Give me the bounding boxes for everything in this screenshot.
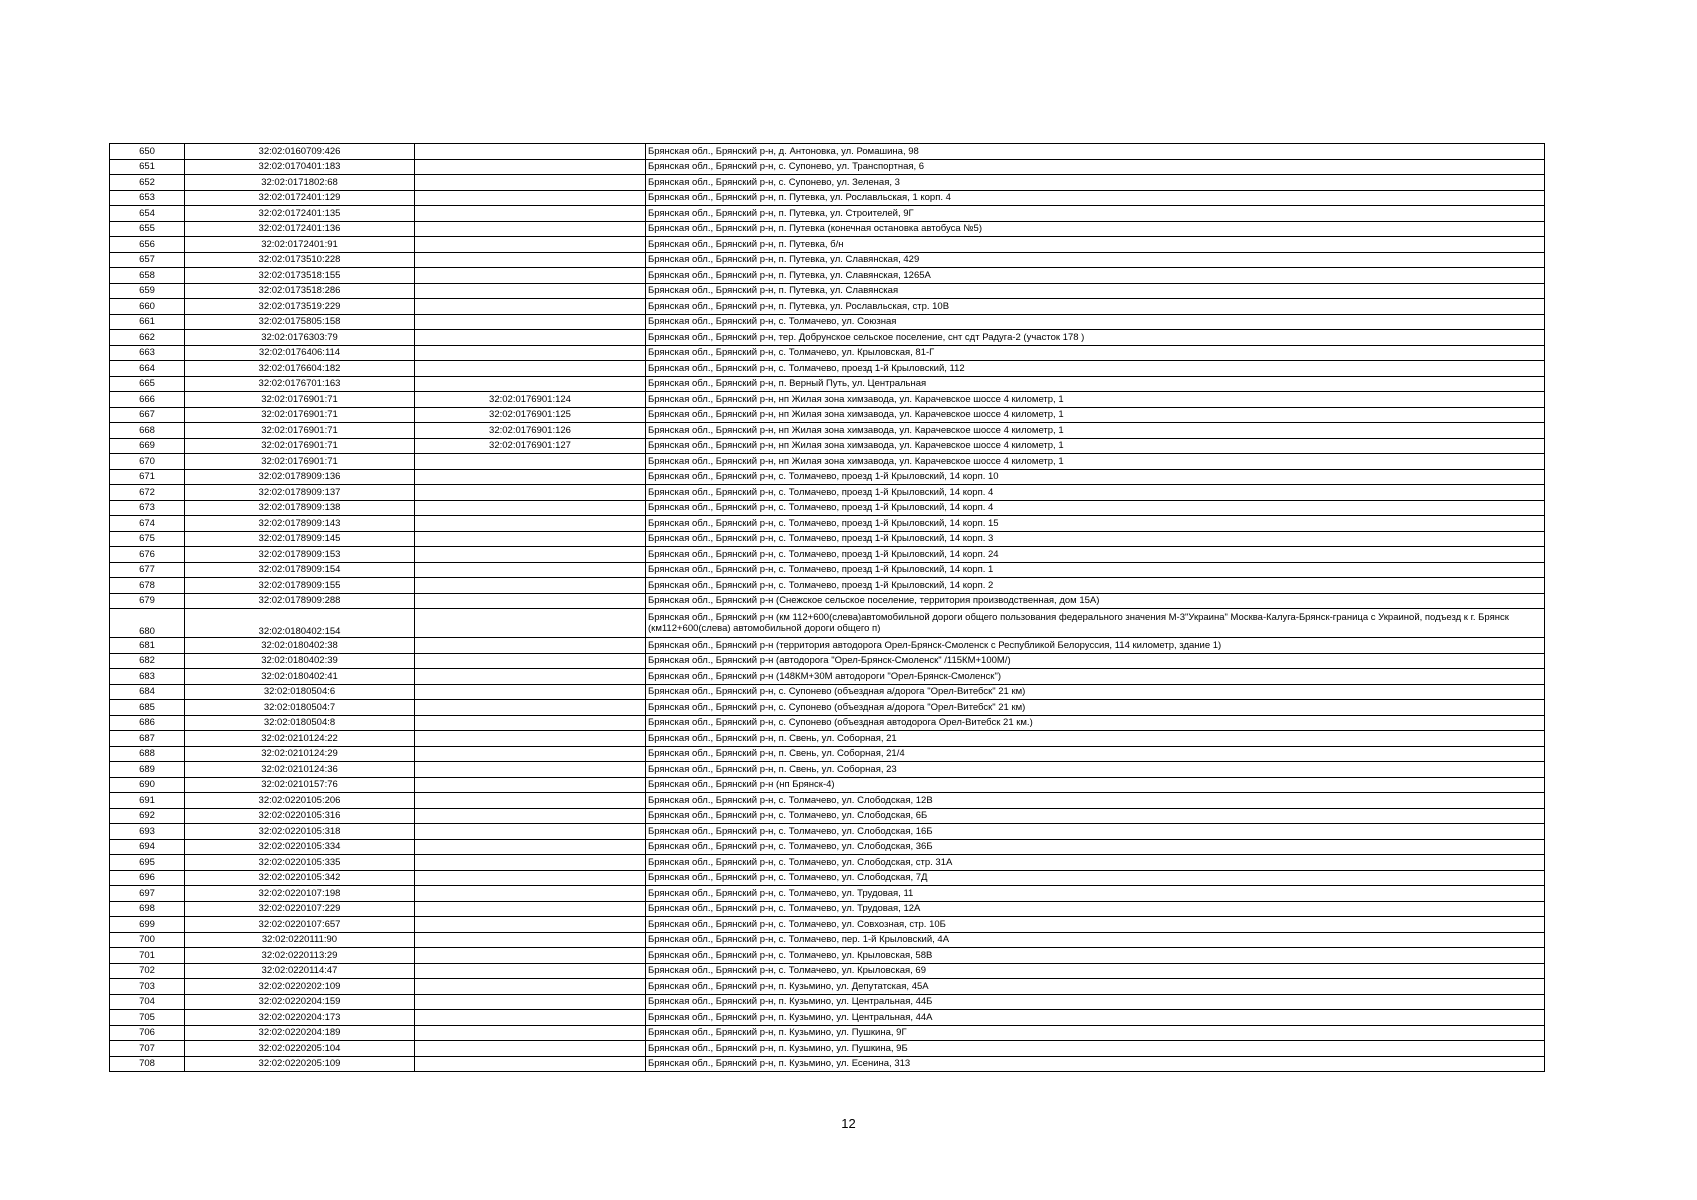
related-cadastral-number-cell: 32:02:0176901:125 — [415, 407, 646, 423]
related-cadastral-number-cell — [415, 948, 646, 964]
table-row — [110, 669, 1545, 685]
table-row — [110, 144, 1545, 160]
table-row — [110, 715, 1545, 731]
related-cadastral-number-cell — [415, 1041, 646, 1057]
related-cadastral-number-cell — [415, 144, 646, 160]
cadastral-number-cell: 32:02:0178909:136 — [185, 469, 415, 485]
address-cell: Брянская обл., Брянский р-н, п. Свень, ул. Соборная, 21/4 — [646, 746, 1545, 762]
table-row — [110, 777, 1545, 793]
related-cadastral-number-cell — [415, 932, 646, 948]
related-cadastral-number-cell — [415, 653, 646, 669]
address-cell: Брянская обл., Брянский р-н (автодорога "Орел-Брянск-Смоленск" /115КМ+100М/) — [646, 653, 1545, 669]
row-number-cell: 651 — [110, 159, 185, 175]
table-row — [110, 531, 1545, 547]
related-cadastral-number-cell — [415, 1010, 646, 1026]
table-row — [110, 824, 1545, 840]
related-cadastral-number-cell — [415, 252, 646, 268]
related-cadastral-number-cell — [415, 345, 646, 361]
address-cell: Брянская обл., Брянский р-н (км 112+600(слева)автомобильной дороги общего пользования федерального значения М-3"Украина" Москва-Калуга-Брянск-граница с Украиной, подъезд к г. Брянск (км112+600(слева) автомобильной дороги общего п) — [646, 609, 1545, 638]
row-number-cell: 669 — [110, 438, 185, 454]
address-cell: Брянская обл., Брянский р-н (нп Брянск-4) — [646, 777, 1545, 793]
related-cadastral-number-cell — [415, 963, 646, 979]
row-number-cell: 697 — [110, 886, 185, 902]
cadastral-number-cell: 32:02:0210157:76 — [185, 777, 415, 793]
address-cell: Брянская обл., Брянский р-н, п. Путевка, ул. Славянская, 1265А — [646, 268, 1545, 284]
row-number-cell: 652 — [110, 175, 185, 191]
cadastral-number-cell: 32:02:0171802:68 — [185, 175, 415, 191]
address-cell: Брянская обл., Брянский р-н (территория автодорога Орел-Брянск-Смоленск с Республикой Белоруссия, 114 километр, здание 1) — [646, 638, 1545, 654]
cadastral-number-cell: 32:02:0210124:36 — [185, 762, 415, 778]
cadastral-number-cell: 32:02:0180504:6 — [185, 684, 415, 700]
related-cadastral-number-cell — [415, 746, 646, 762]
cadastral-number-cell: 32:02:0220111:90 — [185, 932, 415, 948]
address-cell: Брянская обл., Брянский р-н, п. Кузьмино, ул. Центральная, 44А — [646, 1010, 1545, 1026]
related-cadastral-number-cell — [415, 669, 646, 685]
table-row — [110, 638, 1545, 654]
address-cell: Брянская обл., Брянский р-н, п. Кузьмино, ул. Пушкина, 9Г — [646, 1025, 1545, 1041]
related-cadastral-number-cell — [415, 994, 646, 1010]
related-cadastral-number-cell — [415, 376, 646, 392]
related-cadastral-number-cell — [415, 609, 646, 638]
row-number-cell: 705 — [110, 1010, 185, 1026]
address-cell: Брянская обл., Брянский р-н, с. Толмачево, ул. Крыловская, 69 — [646, 963, 1545, 979]
row-number-cell: 690 — [110, 777, 185, 793]
cadastral-number-cell: 32:02:0176901:71 — [185, 392, 415, 408]
row-number-cell: 667 — [110, 407, 185, 423]
address-cell: Брянская обл., Брянский р-н, нп Жилая зона химзавода, ул. Карачевское шоссе 4 километр, 1 — [646, 423, 1545, 439]
table-row — [110, 1056, 1545, 1072]
address-cell: Брянская обл., Брянский р-н, нп Жилая зона химзавода, ул. Карачевское шоссе 4 километр, 1 — [646, 454, 1545, 470]
cadastral-number-cell: 32:02:0180504:8 — [185, 715, 415, 731]
cadastral-number-cell: 32:02:0172401:129 — [185, 190, 415, 206]
row-number-cell: 679 — [110, 593, 185, 609]
related-cadastral-number-cell — [415, 531, 646, 547]
cadastral-number-cell: 32:02:0176901:71 — [185, 407, 415, 423]
related-cadastral-number-cell — [415, 454, 646, 470]
address-cell: Брянская обл., Брянский р-н, с. Толмачево, ул. Союзная — [646, 314, 1545, 330]
cadastral-number-cell: 32:02:0173510:228 — [185, 252, 415, 268]
related-cadastral-number-cell — [415, 314, 646, 330]
cadastral-number-cell: 32:02:0180402:39 — [185, 653, 415, 669]
cadastral-number-cell: 32:02:0176604:182 — [185, 361, 415, 377]
related-cadastral-number-cell — [415, 562, 646, 578]
address-cell: Брянская обл., Брянский р-н, д. Антоновка, ул. Ромашина, 98 — [646, 144, 1545, 160]
cadastral-number-cell: 32:02:0172401:135 — [185, 206, 415, 222]
table-row — [110, 268, 1545, 284]
table-row — [110, 562, 1545, 578]
table-row — [110, 345, 1545, 361]
cadastral-number-cell: 32:02:0175805:158 — [185, 314, 415, 330]
row-number-cell: 666 — [110, 392, 185, 408]
row-number-cell: 676 — [110, 547, 185, 563]
registry-table-body — [110, 144, 1545, 1072]
related-cadastral-number-cell — [415, 808, 646, 824]
row-number-cell: 655 — [110, 221, 185, 237]
cadastral-number-cell: 32:02:0173519:229 — [185, 299, 415, 315]
table-row — [110, 979, 1545, 995]
cadastral-number-cell: 32:02:0176901:71 — [185, 438, 415, 454]
cadastral-number-cell: 32:02:0172401:136 — [185, 221, 415, 237]
row-number-cell: 665 — [110, 376, 185, 392]
table-row — [110, 175, 1545, 191]
table-row — [110, 839, 1545, 855]
table-row — [110, 237, 1545, 253]
related-cadastral-number-cell — [415, 578, 646, 594]
row-number-cell: 674 — [110, 516, 185, 532]
cadastral-number-cell: 32:02:0173518:286 — [185, 283, 415, 299]
related-cadastral-number-cell — [415, 731, 646, 747]
table-row — [110, 1041, 1545, 1057]
cadastral-number-cell: 32:02:0220105:318 — [185, 824, 415, 840]
address-cell: Брянская обл., Брянский р-н, с. Толмачево, ул. Крыловская, 81-Г — [646, 345, 1545, 361]
related-cadastral-number-cell: 32:02:0176901:127 — [415, 438, 646, 454]
address-cell: Брянская обл., Брянский р-н, с. Толмачево, проезд 1-й Крыловский, 14 корп. 4 — [646, 500, 1545, 516]
cadastral-number-cell: 32:02:0176303:79 — [185, 330, 415, 346]
address-cell: Брянская обл., Брянский р-н, с. Толмачево, ул. Слободская, 7Д — [646, 870, 1545, 886]
address-cell: Брянская обл., Брянский р-н, п. Кузьмино, ул. Центральная, 44Б — [646, 994, 1545, 1010]
related-cadastral-number-cell — [415, 762, 646, 778]
cadastral-number-cell: 32:02:0178909:155 — [185, 578, 415, 594]
address-cell: Брянская обл., Брянский р-н, с. Толмачево, проезд 1-й Крыловский, 14 корп. 10 — [646, 469, 1545, 485]
cadastral-number-cell: 32:02:0178909:145 — [185, 531, 415, 547]
address-cell: Брянская обл., Брянский р-н, с. Толмачево, проезд 1-й Крыловский, 14 корп. 15 — [646, 516, 1545, 532]
table-row — [110, 190, 1545, 206]
row-number-cell: 661 — [110, 314, 185, 330]
address-cell: Брянская обл., Брянский р-н, с. Толмачево, проезд 1-й Крыловский, 14 корп. 2 — [646, 578, 1545, 594]
row-number-cell: 658 — [110, 268, 185, 284]
cadastral-number-cell: 32:02:0220107:198 — [185, 886, 415, 902]
table-row — [110, 516, 1545, 532]
row-number-cell: 703 — [110, 979, 185, 995]
table-row — [110, 932, 1545, 948]
table-row — [110, 948, 1545, 964]
row-number-cell: 683 — [110, 669, 185, 685]
address-cell: Брянская обл., Брянский р-н (Снежское сельское поселение, территория производственная, дом 15А) — [646, 593, 1545, 609]
address-cell: Брянская обл., Брянский р-н, п. Путевка (конечная остановка автобуса №5) — [646, 221, 1545, 237]
address-cell: Брянская обл., Брянский р-н, п. Путевка, ул. Славянская — [646, 283, 1545, 299]
address-cell: Брянская обл., Брянский р-н, п. Свень, ул. Соборная, 23 — [646, 762, 1545, 778]
related-cadastral-number-cell — [415, 547, 646, 563]
related-cadastral-number-cell — [415, 855, 646, 871]
address-cell: Брянская обл., Брянский р-н (148КМ+30М автодороги "Орел-Брянск-Смоленск") — [646, 669, 1545, 685]
table-row — [110, 593, 1545, 609]
address-cell: Брянская обл., Брянский р-н, с. Толмачево, проезд 1-й Крыловский, 14 корп. 1 — [646, 562, 1545, 578]
cadastral-number-cell: 32:02:0220205:109 — [185, 1056, 415, 1072]
address-cell: Брянская обл., Брянский р-н, с. Толмачево, проезд 1-й Крыловский, 14 корп. 3 — [646, 531, 1545, 547]
table-row — [110, 454, 1545, 470]
address-cell: Брянская обл., Брянский р-н, п. Свень, ул. Соборная, 21 — [646, 731, 1545, 747]
table-row — [110, 206, 1545, 222]
related-cadastral-number-cell — [415, 979, 646, 995]
address-cell: Брянская обл., Брянский р-н, с. Толмачево, проезд 1-й Крыловский, 14 корп. 24 — [646, 547, 1545, 563]
row-number-cell: 698 — [110, 901, 185, 917]
related-cadastral-number-cell — [415, 175, 646, 191]
table-row — [110, 330, 1545, 346]
cadastral-number-cell: 32:02:0220105:316 — [185, 808, 415, 824]
table-row — [110, 1010, 1545, 1026]
cadastral-number-cell: 32:02:0170401:183 — [185, 159, 415, 175]
row-number-cell: 702 — [110, 963, 185, 979]
table-row — [110, 438, 1545, 454]
table-row — [110, 793, 1545, 809]
address-cell: Брянская обл., Брянский р-н, п. Верный Путь, ул. Центральная — [646, 376, 1545, 392]
related-cadastral-number-cell: 32:02:0176901:126 — [415, 423, 646, 439]
row-number-cell: 696 — [110, 870, 185, 886]
address-cell: Брянская обл., Брянский р-н, с. Толмачево, ул. Слободская, стр. 31А — [646, 855, 1545, 871]
cadastral-number-cell: 32:02:0220204:159 — [185, 994, 415, 1010]
table-row — [110, 469, 1545, 485]
table-row — [110, 917, 1545, 933]
cadastral-number-cell: 32:02:0180402:41 — [185, 669, 415, 685]
table-row — [110, 547, 1545, 563]
row-number-cell: 707 — [110, 1041, 185, 1057]
address-cell: Брянская обл., Брянский р-н, с. Супонево (объездная а/дорога "Орел-Витебск" 21 км) — [646, 700, 1545, 716]
address-cell: Брянская обл., Брянский р-н, тер. Добрунское сельское поселение, снт сдт Радуга-2 (участок 178 ) — [646, 330, 1545, 346]
row-number-cell: 659 — [110, 283, 185, 299]
address-cell: Брянская обл., Брянский р-н, с. Толмачево, ул. Трудовая, 11 — [646, 886, 1545, 902]
table-row — [110, 901, 1545, 917]
related-cadastral-number-cell — [415, 299, 646, 315]
row-number-cell: 677 — [110, 562, 185, 578]
related-cadastral-number-cell — [415, 901, 646, 917]
cadastral-number-cell: 32:02:0176701:163 — [185, 376, 415, 392]
row-number-cell: 650 — [110, 144, 185, 160]
address-cell: Брянская обл., Брянский р-н, с. Толмачево, ул. Слободская, 16Б — [646, 824, 1545, 840]
row-number-cell: 700 — [110, 932, 185, 948]
row-number-cell: 668 — [110, 423, 185, 439]
table-row — [110, 159, 1545, 175]
table-row — [110, 314, 1545, 330]
table-row — [110, 653, 1545, 669]
related-cadastral-number-cell — [415, 917, 646, 933]
table-row — [110, 485, 1545, 501]
address-cell: Брянская обл., Брянский р-н, с. Толмачево, проезд 1-й Крыловский, 112 — [646, 361, 1545, 377]
row-number-cell: 688 — [110, 746, 185, 762]
cadastral-number-cell: 32:02:0180402:154 — [185, 609, 415, 638]
related-cadastral-number-cell — [415, 715, 646, 731]
row-number-cell: 680 — [110, 609, 185, 638]
address-cell: Брянская обл., Брянский р-н, с. Толмачево, ул. Совхозная, стр. 10Б — [646, 917, 1545, 933]
address-cell: Брянская обл., Брянский р-н, п. Путевка, ул. Рославльская, стр. 10В — [646, 299, 1545, 315]
cadastral-number-cell: 32:02:0178909:154 — [185, 562, 415, 578]
related-cadastral-number-cell — [415, 361, 646, 377]
related-cadastral-number-cell — [415, 638, 646, 654]
cadastral-number-cell: 32:02:0220202:109 — [185, 979, 415, 995]
table-row — [110, 361, 1545, 377]
row-number-cell: 657 — [110, 252, 185, 268]
related-cadastral-number-cell — [415, 237, 646, 253]
address-cell: Брянская обл., Брянский р-н, с. Супонево, ул. Зеленая, 3 — [646, 175, 1545, 191]
row-number-cell: 687 — [110, 731, 185, 747]
cadastral-number-cell: 32:02:0178909:138 — [185, 500, 415, 516]
row-number-cell: 681 — [110, 638, 185, 654]
cadastral-number-cell: 32:02:0220205:104 — [185, 1041, 415, 1057]
related-cadastral-number-cell — [415, 777, 646, 793]
cadastral-number-cell: 32:02:0220113:29 — [185, 948, 415, 964]
address-cell: Брянская обл., Брянский р-н, п. Путевка, б/н — [646, 237, 1545, 253]
row-number-cell: 694 — [110, 839, 185, 855]
cadastral-number-cell: 32:02:0178909:143 — [185, 516, 415, 532]
table-row — [110, 994, 1545, 1010]
cadastral-number-cell: 32:02:0220107:657 — [185, 917, 415, 933]
table-row — [110, 283, 1545, 299]
address-cell: Брянская обл., Брянский р-н, п. Путевка, ул. Строителей, 9Г — [646, 206, 1545, 222]
table-row — [110, 746, 1545, 762]
address-cell: Брянская обл., Брянский р-н, п. Кузьмино, ул. Пушкина, 9Б — [646, 1041, 1545, 1057]
row-number-cell: 686 — [110, 715, 185, 731]
table-row — [110, 808, 1545, 824]
row-number-cell: 654 — [110, 206, 185, 222]
related-cadastral-number-cell — [415, 793, 646, 809]
row-number-cell: 660 — [110, 299, 185, 315]
row-number-cell: 671 — [110, 469, 185, 485]
row-number-cell: 708 — [110, 1056, 185, 1072]
cadastral-number-cell: 32:02:0210124:29 — [185, 746, 415, 762]
address-cell: Брянская обл., Брянский р-н, с. Супонево, ул. Транспортная, 6 — [646, 159, 1545, 175]
row-number-cell: 682 — [110, 653, 185, 669]
row-number-cell: 664 — [110, 361, 185, 377]
row-number-cell: 670 — [110, 454, 185, 470]
address-cell: Брянская обл., Брянский р-н, с. Толмачево, ул. Слободская, 36Б — [646, 839, 1545, 855]
related-cadastral-number-cell — [415, 839, 646, 855]
address-cell: Брянская обл., Брянский р-н, с. Толмачево, ул. Слободская, 12В — [646, 793, 1545, 809]
table-row — [110, 578, 1545, 594]
related-cadastral-number-cell — [415, 886, 646, 902]
row-number-cell: 684 — [110, 684, 185, 700]
address-cell: Брянская обл., Брянский р-н, п. Кузьмино, ул. Есенина, 313 — [646, 1056, 1545, 1072]
address-cell: Брянская обл., Брянский р-н, п. Путевка, ул. Славянская, 429 — [646, 252, 1545, 268]
cadastral-number-cell: 32:02:0160709:426 — [185, 144, 415, 160]
address-cell: Брянская обл., Брянский р-н, п. Путевка, ул. Рославльская, 1 корп. 4 — [646, 190, 1545, 206]
address-cell: Брянская обл., Брянский р-н, с. Супонево (объездная а/дорога "Орел-Витебск" 21 км) — [646, 684, 1545, 700]
row-number-cell: 675 — [110, 531, 185, 547]
row-number-cell: 692 — [110, 808, 185, 824]
cadastral-number-cell: 32:02:0173518:155 — [185, 268, 415, 284]
table-row — [110, 423, 1545, 439]
address-cell: Брянская обл., Брянский р-н, п. Кузьмино, ул. Депутатская, 45А — [646, 979, 1545, 995]
related-cadastral-number-cell — [415, 500, 646, 516]
related-cadastral-number-cell — [415, 824, 646, 840]
registry-table — [109, 143, 1545, 1072]
table-row — [110, 392, 1545, 408]
cadastral-number-cell: 32:02:0210124:22 — [185, 731, 415, 747]
address-cell: Брянская обл., Брянский р-н, с. Толмачево, проезд 1-й Крыловский, 14 корп. 4 — [646, 485, 1545, 501]
row-number-cell: 704 — [110, 994, 185, 1010]
row-number-cell: 653 — [110, 190, 185, 206]
related-cadastral-number-cell — [415, 700, 646, 716]
row-number-cell: 701 — [110, 948, 185, 964]
related-cadastral-number-cell — [415, 870, 646, 886]
row-number-cell: 689 — [110, 762, 185, 778]
table-row — [110, 700, 1545, 716]
related-cadastral-number-cell — [415, 330, 646, 346]
table-row — [110, 1025, 1545, 1041]
address-cell: Брянская обл., Брянский р-н, нп Жилая зона химзавода, ул. Карачевское шоссе 4 километр, 1 — [646, 392, 1545, 408]
cadastral-number-cell: 32:02:0178909:288 — [185, 593, 415, 609]
related-cadastral-number-cell — [415, 1025, 646, 1041]
row-number-cell: 678 — [110, 578, 185, 594]
table-row — [110, 731, 1545, 747]
table-row — [110, 870, 1545, 886]
row-number-cell: 656 — [110, 237, 185, 253]
address-cell: Брянская обл., Брянский р-н, с. Толмачево, ул. Слободская, 6Б — [646, 808, 1545, 824]
related-cadastral-number-cell — [415, 593, 646, 609]
address-cell: Брянская обл., Брянский р-н, нп Жилая зона химзавода, ул. Карачевское шоссе 4 километр, 1 — [646, 407, 1545, 423]
table-row — [110, 252, 1545, 268]
cadastral-number-cell: 32:02:0220105:206 — [185, 793, 415, 809]
cadastral-number-cell: 32:02:0220105:334 — [185, 839, 415, 855]
row-number-cell: 673 — [110, 500, 185, 516]
cadastral-number-cell: 32:02:0180504:7 — [185, 700, 415, 716]
cadastral-number-cell: 32:02:0220107:229 — [185, 901, 415, 917]
table-row — [110, 762, 1545, 778]
table-row — [110, 684, 1545, 700]
address-cell: Брянская обл., Брянский р-н, нп Жилая зона химзавода, ул. Карачевское шоссе 4 километр, 1 — [646, 438, 1545, 454]
related-cadastral-number-cell — [415, 684, 646, 700]
related-cadastral-number-cell — [415, 283, 646, 299]
address-cell: Брянская обл., Брянский р-н, с. Толмачево, ул. Трудовая, 12А — [646, 901, 1545, 917]
row-number-cell: 663 — [110, 345, 185, 361]
table-row — [110, 886, 1545, 902]
table-row — [110, 500, 1545, 516]
row-number-cell: 695 — [110, 855, 185, 871]
related-cadastral-number-cell — [415, 206, 646, 222]
table-row — [110, 376, 1545, 392]
row-number-cell: 706 — [110, 1025, 185, 1041]
cadastral-number-cell: 32:02:0220204:173 — [185, 1010, 415, 1026]
cadastral-number-cell: 32:02:0220204:189 — [185, 1025, 415, 1041]
table-row — [110, 299, 1545, 315]
row-number-cell: 672 — [110, 485, 185, 501]
address-cell: Брянская обл., Брянский р-н, с. Супонево (объездная автодорога Орел-Витебск 21 км.) — [646, 715, 1545, 731]
table-row — [110, 609, 1545, 638]
address-cell: Брянская обл., Брянский р-н, с. Толмачево, пер. 1-й Крыловский, 4А — [646, 932, 1545, 948]
cadastral-number-cell: 32:02:0176406:114 — [185, 345, 415, 361]
cadastral-number-cell: 32:02:0176901:71 — [185, 423, 415, 439]
row-number-cell: 691 — [110, 793, 185, 809]
table-row — [110, 407, 1545, 423]
related-cadastral-number-cell — [415, 190, 646, 206]
cadastral-number-cell: 32:02:0180402:38 — [185, 638, 415, 654]
row-number-cell: 693 — [110, 824, 185, 840]
related-cadastral-number-cell — [415, 469, 646, 485]
cadastral-number-cell: 32:02:0178909:153 — [185, 547, 415, 563]
related-cadastral-number-cell — [415, 268, 646, 284]
cadastral-number-cell: 32:02:0220105:335 — [185, 855, 415, 871]
table-row — [110, 963, 1545, 979]
address-cell: Брянская обл., Брянский р-н, с. Толмачево, ул. Крыловская, 58В — [646, 948, 1545, 964]
cadastral-number-cell: 32:02:0178909:137 — [185, 485, 415, 501]
related-cadastral-number-cell — [415, 159, 646, 175]
cadastral-number-cell: 32:02:0220105:342 — [185, 870, 415, 886]
page-number: 12 — [841, 1116, 856, 1131]
row-number-cell: 662 — [110, 330, 185, 346]
table-row — [110, 855, 1545, 871]
cadastral-number-cell: 32:02:0220114:47 — [185, 963, 415, 979]
related-cadastral-number-cell — [415, 485, 646, 501]
table-row — [110, 221, 1545, 237]
cadastral-number-cell: 32:02:0172401:91 — [185, 237, 415, 253]
row-number-cell: 699 — [110, 917, 185, 933]
related-cadastral-number-cell — [415, 221, 646, 237]
related-cadastral-number-cell — [415, 1056, 646, 1072]
row-number-cell: 685 — [110, 700, 185, 716]
related-cadastral-number-cell — [415, 516, 646, 532]
related-cadastral-number-cell: 32:02:0176901:124 — [415, 392, 646, 408]
cadastral-number-cell: 32:02:0176901:71 — [185, 454, 415, 470]
